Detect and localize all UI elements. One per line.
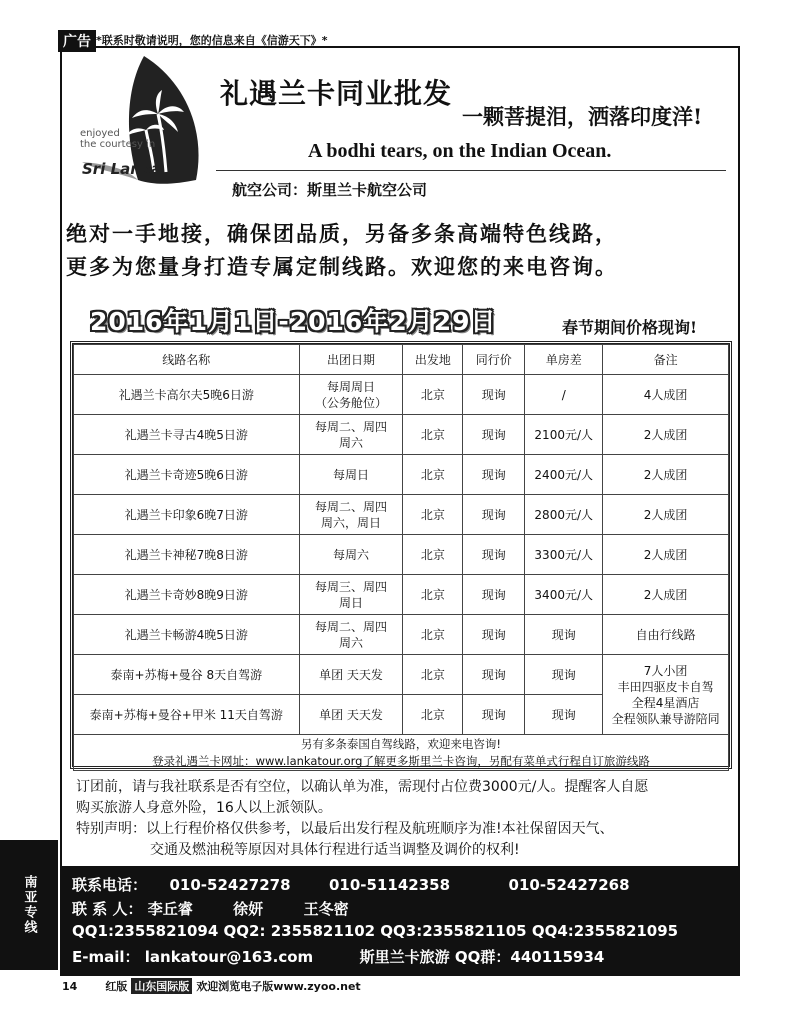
depart-date: 每周二、周四 周六	[299, 415, 403, 455]
intro-text: 绝对一手地接，确保团品质，另备多条高端特色线路， 更多为您量身打造专属定制线路。欢迎您的来电咨询。	[66, 222, 618, 279]
depart-city: 北京	[403, 415, 463, 455]
table-footer: 另有多条泰国自驾线路，欢迎来电咨询! 登录礼遇兰卡网址：www.lankatour.org了解更多斯里兰卡咨询，另配有菜单式行程自订旅游线路	[74, 735, 729, 771]
table-row	[74, 455, 729, 495]
col-route: 线路名称	[74, 345, 300, 375]
depart-city: 北京	[403, 695, 463, 735]
price: 现询	[463, 575, 525, 615]
airline-info: 航空公司：斯里兰卡航空公司	[232, 181, 428, 199]
remark: 2人成团	[603, 535, 729, 575]
depart-date: 每周三、周四 周日	[299, 575, 403, 615]
price: 现询	[463, 535, 525, 575]
single-supplement: 3300元/人	[525, 535, 603, 575]
route-name: 礼遇兰卡奇妙8晚9日游	[74, 575, 300, 615]
page-number: 14	[62, 979, 78, 993]
route-name: 礼遇兰卡神秘7晚8日游	[74, 535, 300, 575]
col-price: 同行价	[463, 345, 525, 375]
depart-city: 北京	[403, 575, 463, 615]
route-name: 礼遇兰卡寻古4晚5日游	[74, 415, 300, 455]
route-table	[70, 341, 732, 769]
remark: 4人成团	[603, 375, 729, 415]
route-name: 礼遇兰卡印象6晚7日游	[74, 495, 300, 535]
logo-brand: Sri Lanka	[82, 160, 162, 178]
route-name: 礼遇兰卡高尔夫5晚6日游	[74, 375, 300, 415]
slogan-chinese: 一颗菩提泪，洒落印度洋!	[462, 104, 703, 129]
col-single: 单房差	[525, 345, 603, 375]
depart-date: 每周二、周四 周六，周日	[299, 495, 403, 535]
col-date: 出团日期	[299, 345, 403, 375]
price: 现询	[463, 415, 525, 455]
route-name: 礼遇兰卡奇迹5晚6日游	[74, 455, 300, 495]
header-divider	[216, 170, 726, 171]
ad-tag: 广告	[58, 30, 96, 52]
price: 现询	[463, 655, 525, 695]
table-row	[74, 615, 729, 655]
single-supplement: /	[525, 375, 603, 415]
depart-date: 单团 天天发	[299, 655, 403, 695]
remark: 2人成团	[603, 575, 729, 615]
table-row	[74, 535, 729, 575]
page-footer	[62, 978, 361, 994]
depart-date: 每周周日 （公务舱位）	[299, 375, 403, 415]
remark: 2人成团	[603, 455, 729, 495]
depart-city: 北京	[403, 535, 463, 575]
remark: 2人成团	[603, 495, 729, 535]
depart-date: 单团 天天发	[299, 695, 403, 735]
ad-note: *联系时敬请说明，您的信息来自《信游天下》*	[96, 34, 328, 47]
single-supplement: 2100元/人	[525, 415, 603, 455]
booking-terms: 订团前，请与我社联系是否有空位，以确认单为准，需现付占位费3000元/人。提醒客人自愿 购买旅游人身意外险，16人以上派领队。 特别声明：以上行程价格仅供参考，以最后出发行程及航班顺序为准!本社保留因天气、 交通及燃油税等原因对具体行程进行适当调整及调价的权利!	[76, 779, 649, 858]
single-supplement: 3400元/人	[525, 575, 603, 615]
table-row	[74, 655, 729, 695]
contact-block	[60, 866, 740, 974]
depart-date: 每周二、周四 周六	[299, 615, 403, 655]
route-name: 泰南+苏梅+曼谷+甲米 11天自驾游	[74, 695, 300, 735]
price: 现询	[463, 615, 525, 655]
table-row	[74, 415, 729, 455]
section-tab: 南亚专线	[0, 840, 58, 970]
depart-city: 北京	[403, 375, 463, 415]
depart-city: 北京	[403, 495, 463, 535]
table-row	[74, 375, 729, 415]
price: 现询	[463, 695, 525, 735]
route-name: 泰南+苏梅+曼谷 8天自驾游	[74, 655, 300, 695]
single-supplement: 2400元/人	[525, 455, 603, 495]
edition: 红版	[105, 980, 128, 993]
page-title: 礼遇兰卡同业批发	[220, 77, 453, 110]
self-drive-remark: 7人小团 丰田四驱皮卡自驾 全程4星酒店 全程领队兼导游陪同	[603, 655, 729, 735]
col-from: 出发地	[403, 345, 463, 375]
single-supplement: 现询	[525, 615, 603, 655]
logo-caption: enjoyed the courtesy in	[80, 128, 156, 150]
price: 现询	[463, 495, 525, 535]
website-note: 欢迎浏览电子版www.zyoo.net	[196, 980, 361, 993]
depart-date: 每周日	[299, 455, 403, 495]
depart-city: 北京	[403, 615, 463, 655]
remark: 自由行线路	[603, 615, 729, 655]
spring-festival-note: 春节期间价格现询!	[562, 318, 698, 337]
table-header-row	[74, 345, 729, 375]
single-supplement: 2800元/人	[525, 495, 603, 535]
email-row: E-mail： lankatour@163.com 斯里兰卡旅游 QQ群：440115934	[72, 948, 605, 966]
depart-city: 北京	[403, 455, 463, 495]
price: 现询	[463, 455, 525, 495]
remark: 2人成团	[603, 415, 729, 455]
table-row	[74, 575, 729, 615]
website-link[interactable]: www.lankatour.org	[255, 753, 363, 768]
single-supplement: 现询	[525, 695, 603, 735]
route-name: 礼遇兰卡畅游4晚5日游	[74, 615, 300, 655]
table-footer-row	[74, 735, 729, 771]
price: 现询	[463, 375, 525, 415]
depart-date: 每周六	[299, 535, 403, 575]
single-supplement: 现询	[525, 655, 603, 695]
table-row	[74, 495, 729, 535]
phone-row: 联系电话： 010-52427278 010-51142358 010-52427268	[72, 876, 630, 894]
validity-period: 2016年1月1日-2016年2月29日	[90, 307, 497, 336]
depart-city: 北京	[403, 655, 463, 695]
col-note: 备注	[603, 345, 729, 375]
section-label: 山东国际版	[131, 978, 192, 994]
person-row: 联 系 人： 李丘睿 徐妍 王冬密	[72, 900, 349, 918]
slogan-english: A bodhi tears, on the Indian Ocean.	[308, 140, 612, 162]
qq-row: QQ1:2355821094 QQ2: 2355821102 QQ3:2355821105 QQ4:2355821095	[72, 922, 679, 940]
